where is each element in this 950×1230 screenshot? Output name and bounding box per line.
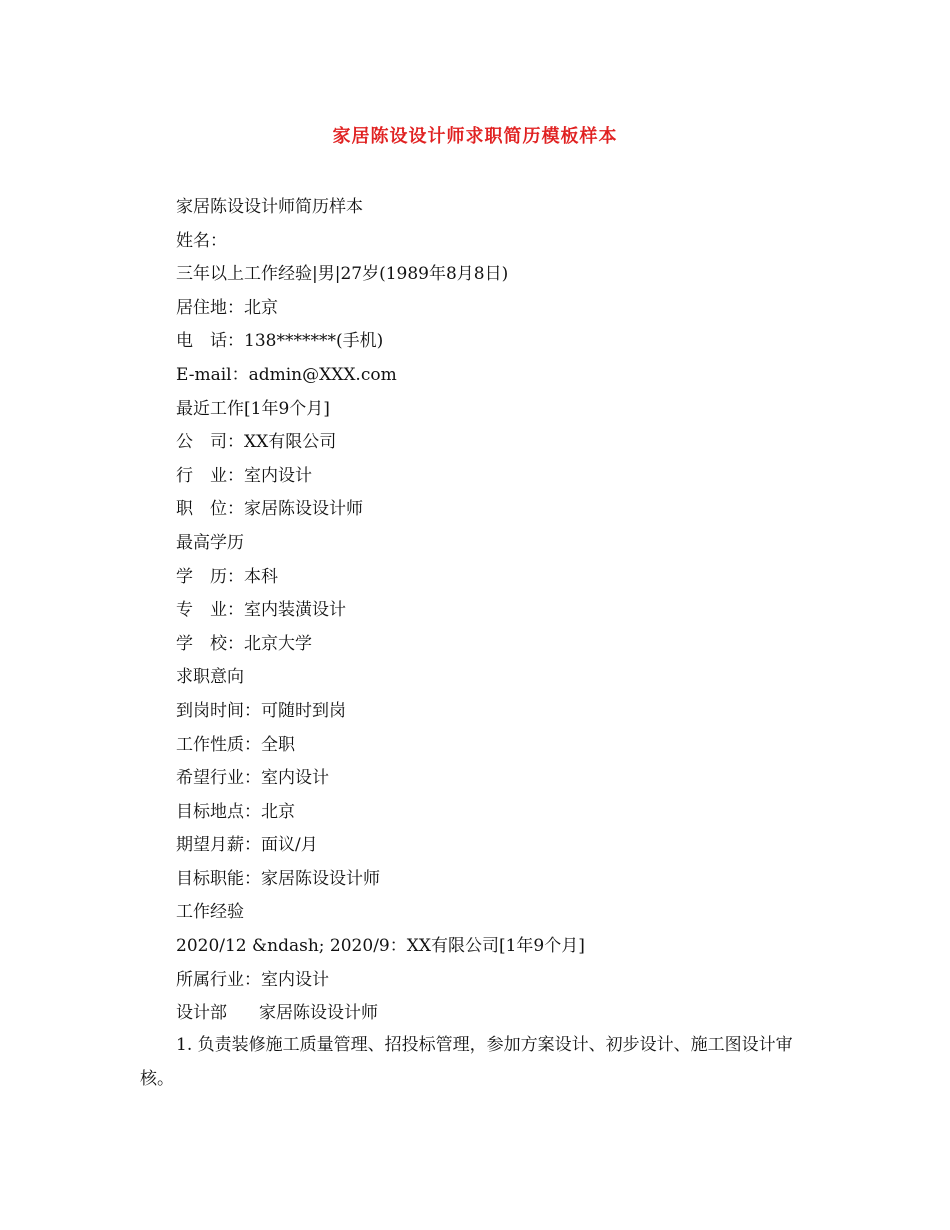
start-time-line: 到岗时间：可随时到岗 (176, 700, 346, 721)
company-line: 公 司：XX有限公司 (176, 432, 337, 453)
recent-work-line: 最近工作[1年9个月] (176, 398, 330, 419)
industry-line: 行 业：室内设计 (176, 465, 312, 486)
intention-heading: 求职意向 (176, 667, 244, 688)
resume-body (176, 193, 836, 1033)
target-location-line: 目标地点：北京 (176, 801, 295, 822)
document-title: 家居陈设设计师求职简历模板样本 (332, 126, 618, 147)
residence-line: 居住地：北京 (176, 297, 278, 318)
department-role: 家居陈设设计师 (259, 1003, 378, 1024)
summary-line: 三年以上工作经验|男|27岁(1989年8月8日) (176, 264, 509, 285)
desired-industry-line: 希望行业：室内设计 (176, 768, 329, 789)
duty-paragraph: 1. 负责装修施工质量管理、招投标管理，参加方案设计、初步设计、施工图设计审核。 (140, 1035, 793, 1089)
name-line: 姓名： (176, 230, 227, 251)
department-name: 设计部 (176, 1003, 227, 1024)
school-line: 学 校：北京大学 (176, 633, 312, 654)
job-type-line: 工作性质：全职 (176, 734, 295, 755)
target-role-line: 目标职能：家居陈设设计师 (176, 868, 380, 889)
degree-line: 学 历：本科 (176, 566, 278, 587)
position-line: 职 位：家居陈设设计师 (176, 499, 363, 520)
email-line: E-mail：admin@XXX.com (176, 364, 397, 385)
major-line: 专 业：室内装潢设计 (176, 600, 346, 621)
experience-industry-line: 所属行业：室内设计 (176, 969, 329, 990)
education-heading: 最高学历 (176, 532, 244, 553)
resume-heading: 家居陈设设计师简历样本 (176, 197, 363, 217)
experience-period-line: 2020/12 &ndash; 2020/9：XX有限公司[1年9个月] (176, 936, 585, 957)
experience-heading: 工作经验 (176, 902, 244, 923)
phone-line: 电 话：138*******(手机) (176, 331, 384, 352)
expected-salary-line: 期望月薪：面议/月 (176, 835, 318, 856)
